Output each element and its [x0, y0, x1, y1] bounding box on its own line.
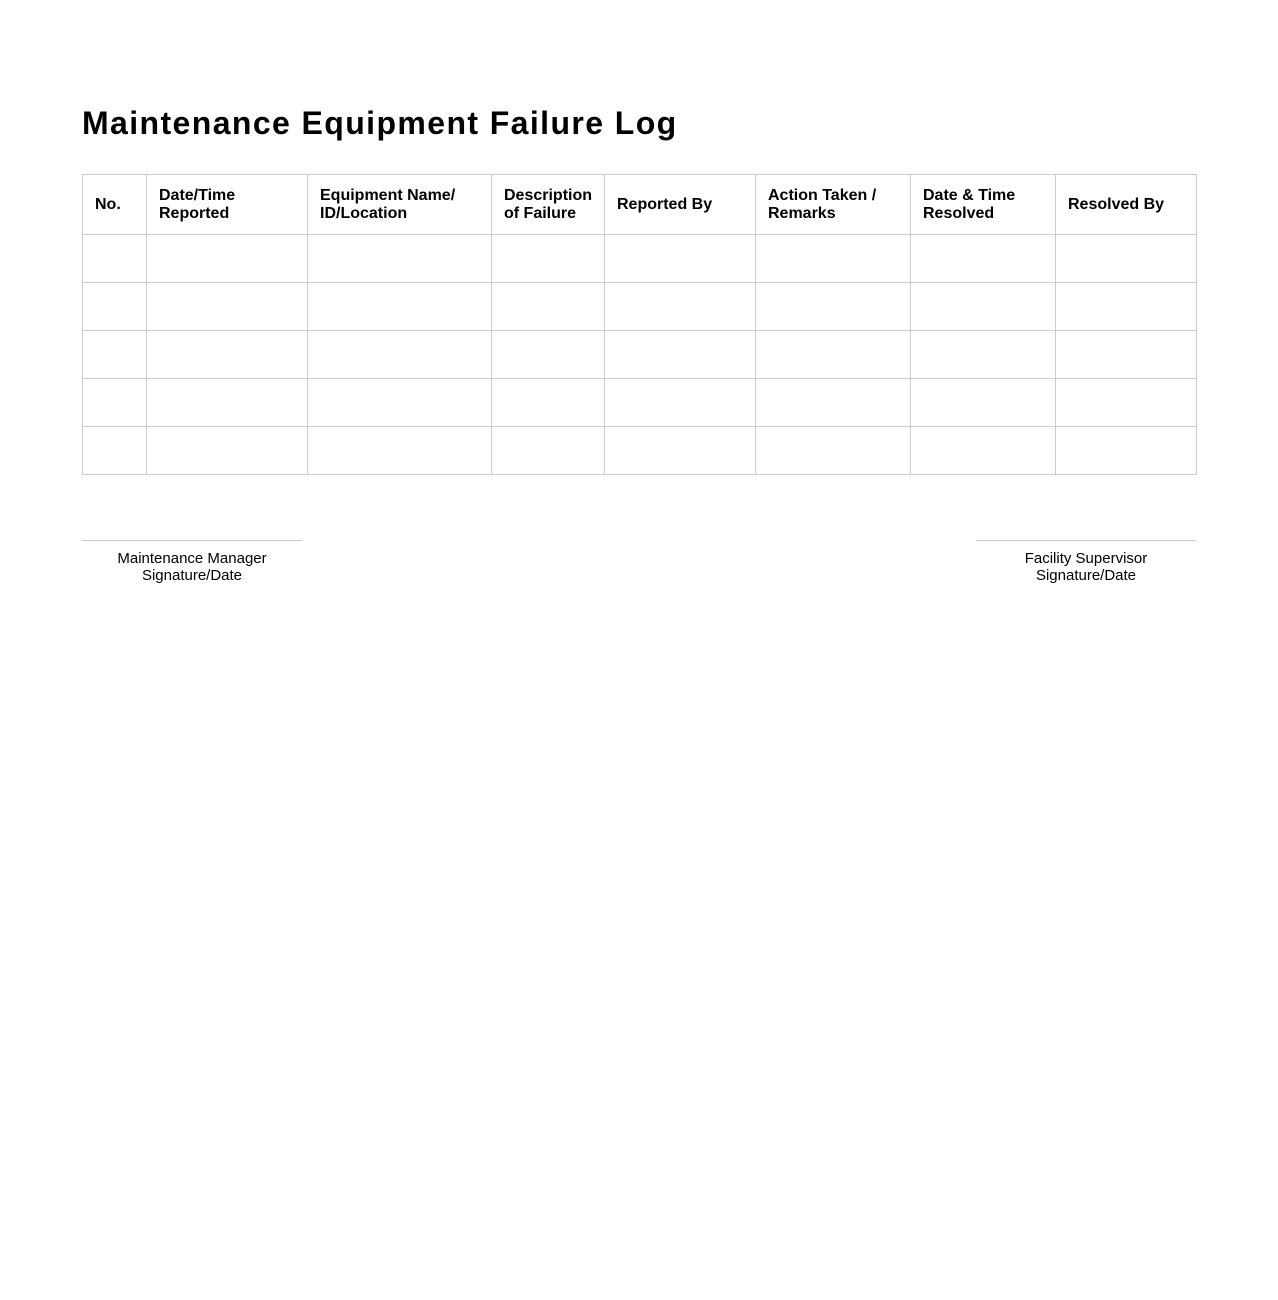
table-cell[interactable] — [756, 235, 911, 283]
table-cell[interactable] — [605, 379, 756, 427]
header-date-time-resolved: Date & Time Resolved — [911, 175, 1056, 235]
table-cell[interactable] — [147, 235, 308, 283]
table-cell[interactable] — [83, 283, 147, 331]
table-cell[interactable] — [492, 427, 605, 475]
table-cell[interactable] — [308, 283, 492, 331]
header-resolved-by: Resolved By — [1056, 175, 1197, 235]
table-row — [83, 427, 1197, 475]
table-cell[interactable] — [492, 379, 605, 427]
table-cell[interactable] — [605, 427, 756, 475]
table-cell[interactable] — [911, 379, 1056, 427]
table-cell[interactable] — [147, 283, 308, 331]
manager-signature-title: Maintenance Manager — [117, 550, 267, 567]
table-cell[interactable] — [756, 427, 911, 475]
table-cell[interactable] — [1056, 331, 1197, 379]
table-cell[interactable] — [756, 331, 911, 379]
table-cell[interactable] — [83, 331, 147, 379]
table-cell[interactable] — [605, 235, 756, 283]
table-cell[interactable] — [83, 379, 147, 427]
header-date-time-reported: Date/Time Reported — [147, 175, 308, 235]
table-cell[interactable] — [756, 379, 911, 427]
table-cell[interactable] — [1056, 427, 1197, 475]
table-cell[interactable] — [492, 331, 605, 379]
manager-signature-label: Signature/Date — [141, 567, 243, 584]
table-cell[interactable] — [911, 331, 1056, 379]
header-reported-by: Reported By — [605, 175, 756, 235]
supervisor-signature-block — [976, 540, 1196, 584]
manager-signature-block — [82, 540, 302, 584]
table-cell[interactable] — [147, 427, 308, 475]
header-no: No. — [83, 175, 147, 235]
table-cell[interactable] — [147, 331, 308, 379]
supervisor-signature-title: Facility Supervisor — [1024, 550, 1148, 567]
table-cell[interactable] — [308, 379, 492, 427]
table-cell[interactable] — [756, 283, 911, 331]
table-cell[interactable] — [605, 283, 756, 331]
table-row — [83, 331, 1197, 379]
table-cell[interactable] — [308, 235, 492, 283]
table-cell[interactable] — [1056, 283, 1197, 331]
table-cell[interactable] — [492, 283, 605, 331]
table-cell[interactable] — [147, 379, 308, 427]
table-row — [83, 283, 1197, 331]
table-cell[interactable] — [308, 331, 492, 379]
header-description: Description of Failure — [492, 175, 605, 235]
supervisor-signature-label: Signature/Date — [1035, 567, 1137, 584]
failure-log-table — [82, 174, 1197, 475]
table-row — [83, 235, 1197, 283]
page-title: Maintenance Equipment Failure Log — [82, 105, 678, 141]
table-cell[interactable] — [1056, 235, 1197, 283]
table-cell[interactable] — [308, 427, 492, 475]
table-cell[interactable] — [605, 331, 756, 379]
table-cell[interactable] — [911, 427, 1056, 475]
table-cell[interactable] — [911, 235, 1056, 283]
table-cell[interactable] — [83, 235, 147, 283]
header-row — [83, 175, 1197, 235]
table-cell[interactable] — [83, 427, 147, 475]
table-cell[interactable] — [492, 235, 605, 283]
table-row — [83, 379, 1197, 427]
table-cell[interactable] — [1056, 379, 1197, 427]
header-action-taken: Action Taken / Remarks — [756, 175, 911, 235]
header-equipment: Equipment Name/ ID/Location — [308, 175, 492, 235]
table-cell[interactable] — [911, 283, 1056, 331]
